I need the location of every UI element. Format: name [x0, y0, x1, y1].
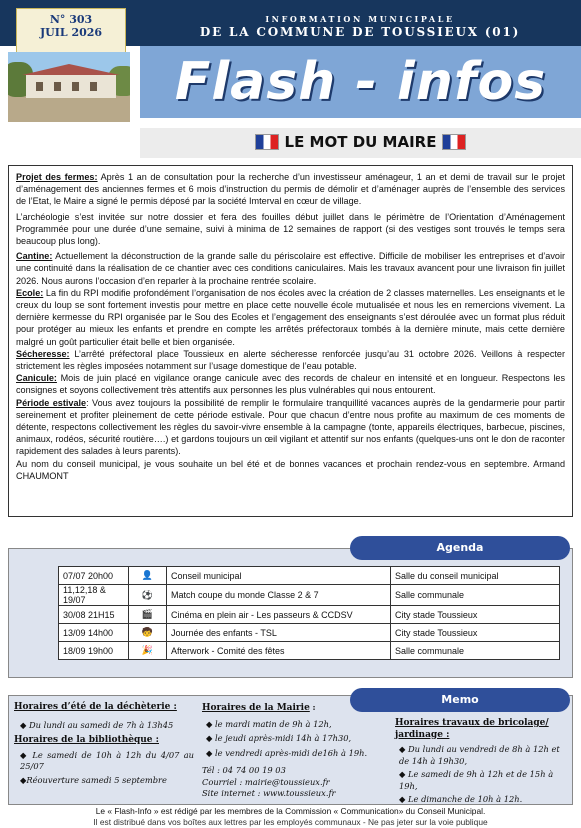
- header-commune: DE LA COMMUNE DE TOUSSIEUX (01): [199, 25, 521, 39]
- paragraph-secheresse: [16, 348, 565, 372]
- agenda-event: Match coupe du monde Classe 2 & 7: [167, 585, 391, 606]
- label-canicule: Canicule:: [16, 373, 57, 384]
- football-player-icon: ⚽: [129, 585, 167, 606]
- label-ecole: Ecole:: [16, 287, 44, 298]
- section-title: LE MOT DU MAIRE: [284, 133, 437, 151]
- memo-heading-bricolage: Horaires travaux de bricolage/ jardinage :: [395, 718, 549, 740]
- agenda-place: City stade Toussieux: [391, 606, 560, 624]
- memo-item: ◆ le jeudi après-midi 14h à 17h30,: [206, 733, 352, 743]
- memo-title: Memo: [350, 688, 570, 712]
- memo-item-text: Réouverture samedi 5 septembre: [26, 774, 167, 785]
- mayor-portrait-icon: 👤: [129, 567, 167, 585]
- memo-item: ◆ le vendredi après-midi de16h à 19h.: [206, 747, 368, 758]
- memo-item-text: le vendredi après-midi de16h à 19h.: [215, 747, 368, 758]
- memo-item-text: le jeudi après-midi 14h à 17h30,: [215, 733, 352, 743]
- header-subtitle: INFORMATION MUNICIPALE: [265, 14, 455, 24]
- text-secheresse: L’arrêté préfectoral place Toussieux en alerte sécheresse renforcée jusqu’au 31 octobre 2026. Veillons à respecter strictement les règles imposées notamment sur l’usage domestique de l’eau potable.: [16, 348, 565, 372]
- memo-item: ◆ Le dimanche de 10h à 12h.: [399, 794, 523, 804]
- party-icon: 🎉: [129, 642, 167, 660]
- memo-column-dechets: [14, 702, 194, 786]
- label-cantine: Cantine:: [16, 251, 53, 262]
- newsletter-title: Flash - infos: [174, 52, 547, 112]
- agenda-place: Salle communale: [391, 642, 560, 660]
- mairie-website[interactable]: Site internet : www.toussieux.fr: [202, 788, 336, 798]
- memo-item-text: Du lundi au vendredi de 8h à 12h et de 14h à 19h30,: [399, 744, 560, 766]
- agenda-event: Cinéma en plein air - Les passeurs & CCDSV: [167, 606, 391, 624]
- agenda-date: 13/09 14h00: [59, 624, 129, 642]
- memo-item-text: le mardi matin de 9h à 12h,: [215, 718, 332, 729]
- memo-item: ◆ Le samedi de 9h à 12h et de 15h à 19h,: [399, 769, 554, 791]
- text-projet-fermes: Après 1 an de consultation pour la recherche d’un investisseur aménageur, 1 an et demi de travail sur le projet d’aménagement des anciennes fermes et 6 mois d’instruction du permis de démolir et d’aménager auprès de l’ensemble des services de l’Etat, le Maire a signé le permis déposé par la société Imterval en cœur de village.: [16, 172, 565, 207]
- footer: [0, 806, 581, 828]
- memo-item: ◆Réouverture samedi 5 septembre: [20, 774, 167, 785]
- town-hall-photo: [8, 52, 130, 122]
- memo-item: ◆ Le samedi de 10h à 12h du 4/07 au 25/07: [20, 749, 194, 771]
- section-heading: [140, 133, 581, 151]
- agenda-row: [59, 624, 560, 642]
- agenda-place: City stade Toussieux: [391, 624, 560, 642]
- memo-item-text: Du lundi au samedi de 7h à 13h45: [29, 719, 174, 730]
- french-flag-icon: [255, 134, 279, 150]
- memo-heading-bibliotheque: Horaires de la bibliothèque :: [14, 735, 159, 745]
- mairie-email[interactable]: Courriel : mairie@toussieux.fr: [202, 776, 330, 787]
- memo-item-text: Le samedi de 10h à 12h du 4/07 au 25/07: [20, 749, 194, 771]
- label-projet-fermes: Projet des fermes:: [16, 172, 98, 182]
- text-cantine: Actuellement la déconstruction de la grande salle du périscolaire est effective. Difficile de mobiliser les entreprises et d’avoir une continuité dans la réalisation de ce chantier avec ces conditions caniculaires. Mais les travaux avancent pour une livraison fin juillet 2026. Nous aurons l’occasion d’en reparler à la prochaine rentrée scolaire.: [16, 251, 565, 286]
- memo-heading-decheterie: Horaires d’été de la déchèterie :: [14, 702, 177, 712]
- text-periode-estivale: : Vous avez toujours la possibilité de remplir le formulaire tranquillité vacances auprès de la gendarmerie pour partir sereinement et profiter pleinement de cette période estivale. Pour que chacun d’entre nous profite au maximum de ces moments de détente, respectons collectivement les règles du savoir-vivre ensemble à la campagne (tonte, appareils électriques, barbecue, piscines, animaux, rodéos, sécurité routière….) et gardons toujours un œil vigilant et attentif sur nos enfants (quelques-uns ont le don de raconter rapidement des salades à leurs parents).: [16, 397, 565, 457]
- agenda-event: Afterwork - Comité des fêtes: [167, 642, 391, 660]
- agenda-title: Agenda: [350, 536, 570, 560]
- child-icon: 🧒: [129, 624, 167, 642]
- memo-heading-mairie: Horaires de la Mairie :: [202, 702, 316, 713]
- agenda-place: Salle communale: [391, 585, 560, 606]
- paragraph-ecole: [16, 287, 565, 348]
- issue-number: N° 303: [49, 13, 93, 26]
- memo-item-text: Le dimanche de 10h à 12h.: [408, 794, 523, 804]
- footer-line-1: Le « Flash-Info » est rédigé par les membres de la Commission « Communication» du Conseil Municipal.: [95, 806, 486, 816]
- paragraph-archeologie: L’archéologie s’est invitée sur notre dossier et fera des fouilles début juillet dans le périmètre de l’Orientation d’Aménagement Programmée pour une durée d’une semaine, suivi à minima de 12 semaines de rapport (si des vestiges sont trouvés le temps sera beaucoup plus long).: [16, 211, 565, 247]
- agenda-row: [59, 567, 560, 585]
- memo-item: ◆ le mardi matin de 9h à 12h,: [206, 718, 332, 729]
- memo-item-text: Le samedi de 9h à 12h et de 15h à 19h,: [399, 769, 554, 791]
- agenda-table: [58, 566, 560, 660]
- memo-heading-mairie-text: Horaires de la Mairie: [202, 703, 310, 713]
- agenda-date: 30/08 21H15: [59, 606, 129, 624]
- mayor-message: [8, 165, 573, 517]
- memo-column-mairie: [202, 702, 377, 800]
- mairie-phone: Tél : 04 74 00 19 03: [202, 765, 286, 775]
- agenda-row: [59, 642, 560, 660]
- agenda-event: Journée des enfants - TSL: [167, 624, 391, 642]
- agenda-row: [59, 606, 560, 624]
- paragraph-cantine: [16, 250, 565, 287]
- memo-item: ◆ Du lundi au samedi de 7h à 13h45: [20, 719, 174, 730]
- cinema-icon: 🎬: [129, 606, 167, 624]
- agenda-date: 11,12,18 & 19/07: [59, 585, 129, 606]
- paragraph-canicule: [16, 372, 565, 396]
- paragraph-periode-estivale: [16, 397, 565, 458]
- memo-column-bricolage: [395, 718, 565, 806]
- footer-line-2: Il est distribué dans vos boîtes aux lettres par les employés communaux - Ne pas jeter sur la voie publique: [93, 817, 488, 827]
- label-periode-estivale: Période estivale: [16, 397, 87, 408]
- memo-item: ◆ Du lundi au vendredi de 8h à 12h et de 14h à 19h30,: [399, 744, 560, 766]
- agenda-event: Conseil municipal: [167, 567, 391, 585]
- french-flag-icon: [442, 134, 466, 150]
- paragraph-signature: Au nom du conseil municipal, je vous souhaite un bel été et de bonnes vacances et prochain rendez-vous en septembre. Armand CHAUMONT: [16, 458, 565, 481]
- paragraph-projet-fermes: [16, 171, 565, 208]
- agenda-place: Salle du conseil municipal: [391, 567, 560, 585]
- agenda-date: 18/09 19h00: [59, 642, 129, 660]
- issue-date: JUIL 2026: [39, 26, 103, 39]
- text-ecole: La fin du RPI modifie profondément l’organisation de nos écoles avec la création de 2 classes maternelles. Les enseignants et le creux du loup se sont fortement investis pour mettre en place cette nouvelle école mutualisée et nous les en remercions vivement. La dernière kermesse du RPI organisée par le Sou des Ecoles et l’engagement des enseignants s’est déroulée avec un format plus réduit pour protéger au mieux les enfants et prendre en compte les arrêtés préfectoraux tombés à la dernière minute, mais cette dernière malgré un goût particulier était belle et bien organisée.: [16, 287, 565, 347]
- agenda-date: 07/07 20h00: [59, 567, 129, 585]
- label-secheresse: Sécheresse:: [16, 348, 70, 359]
- agenda-row: [59, 585, 560, 606]
- text-canicule: Mois de juin placé en vigilance orange canicule avec des records de chaleur en intensité et en longueur. Respectons les consignes et soyons collectivement très attentifs aux personnes les plus vulnérables qui nous entourent.: [16, 373, 565, 396]
